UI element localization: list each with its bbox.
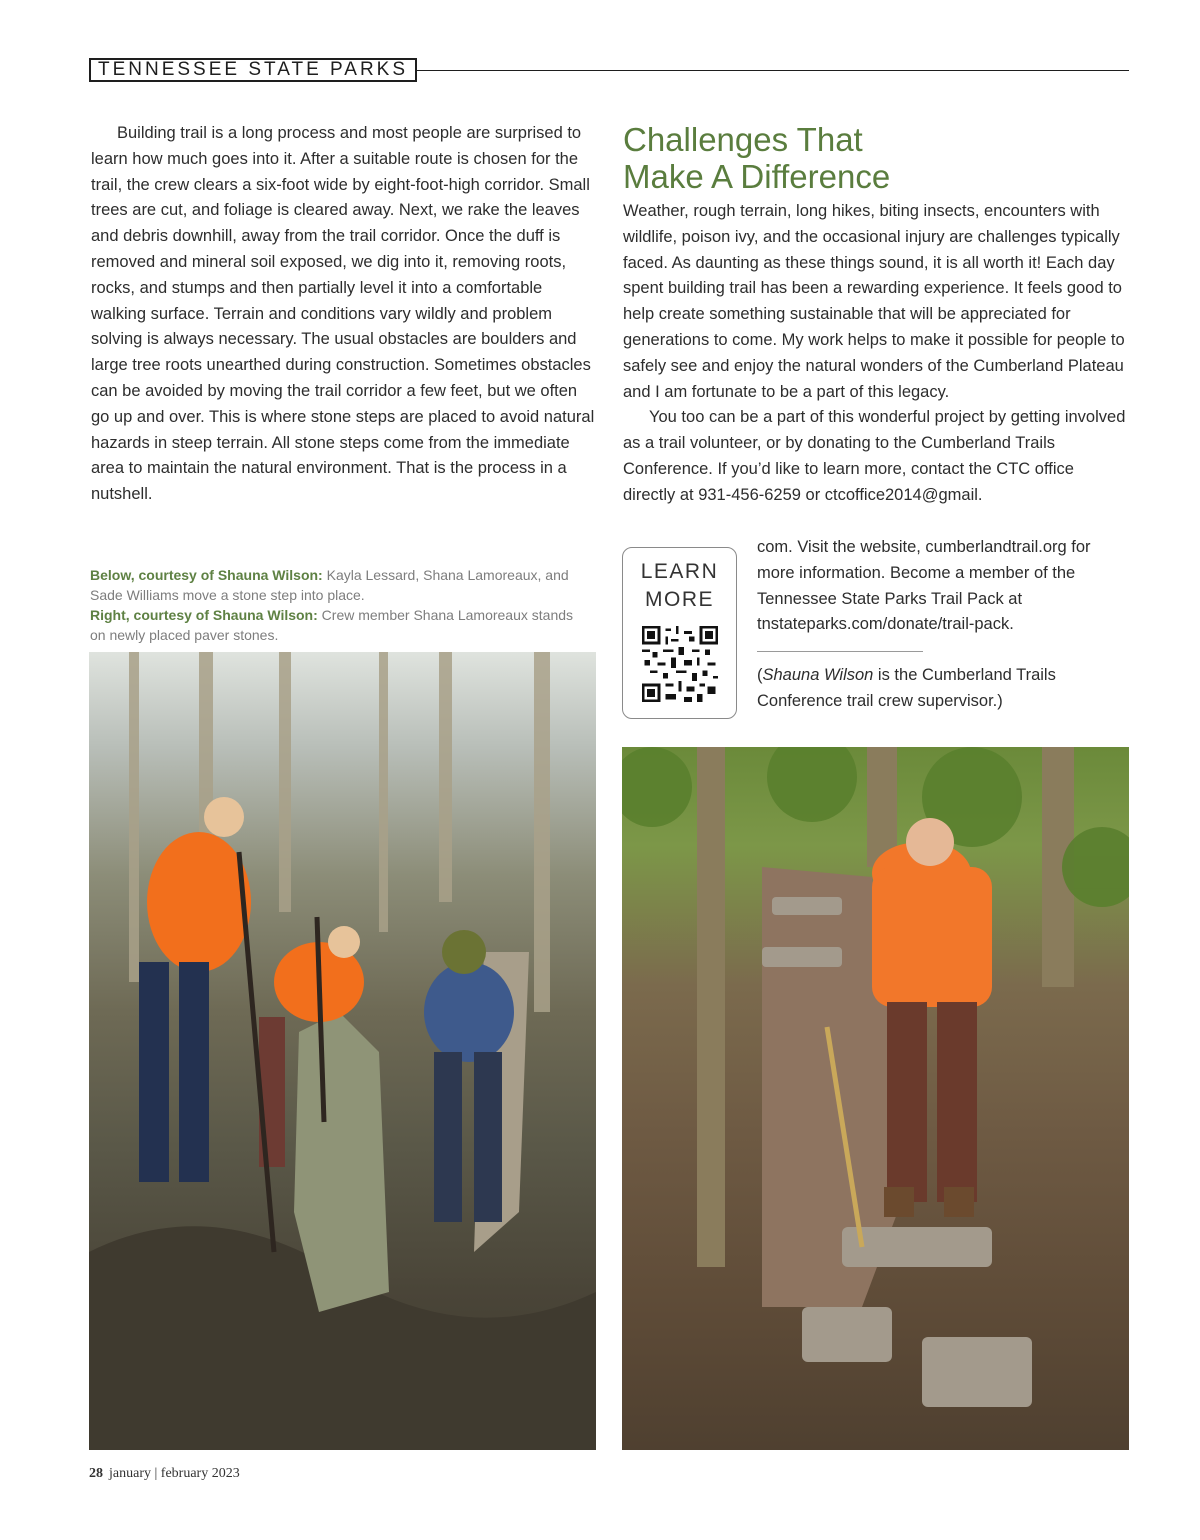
- learn-more-line-1: LEARN: [640, 560, 719, 583]
- issue-date: january | february 2023: [109, 1466, 240, 1481]
- author-bio: [757, 663, 1129, 715]
- learn-more-label: [623, 558, 736, 614]
- trail-crew-photo-right: [622, 747, 1129, 1450]
- trail-crew-photo-left: [89, 652, 596, 1450]
- section-label: TENNESSEE STATE PARKS: [89, 58, 417, 82]
- trail-crew-illustration: [89, 652, 596, 1450]
- section-heading: [623, 121, 1123, 195]
- page-footer: [89, 1466, 240, 1482]
- left-body-paragraph: Building trail is a long process and most people are surprised to learn how much goes into it. After a suitable route is chosen for the trail, the crew clears a six-foot wide by eight-foot-high corridor. Small trees are cut, and foliage is cleared away. Next, we rake the leaves and debris downhill, away from the trail corridor. Once the duff is removed and mineral soil exposed, we dig into it, removing roots, rocks, and stumps and then partially level it into a comfortable walking surface. Terrain and conditions vary wildly and problem solving is always necessary. The usual obstacles are boulders and large tree roots unearthed during construction. Sometimes obstacles can be avoided by moving the trail corridor a few feet, but we often go up and over. This is where stone steps are placed to avoid natural hazards in steep terrain. All stone steps come from the immediate area to maintain the natural environment. That is the process in a nutshell.: [91, 124, 595, 504]
- right-body-paragraph-2-start: You too can be a part of this wonderful project by getting involved as a trail volunteer, or by donating to the Cumberland Trails Conference. If you’d like to learn more, contact the CTC office directly at 931-456-6259 or ctcoffice2014@gmail.: [623, 408, 1126, 504]
- page-number: 28: [89, 1466, 103, 1481]
- left-column: [91, 121, 597, 508]
- learn-more-box[interactable]: [622, 547, 737, 719]
- right-column: [623, 199, 1129, 509]
- right-column-wrap: [757, 535, 1129, 638]
- section-header: [89, 58, 1129, 84]
- bio-open-paren: (: [757, 666, 763, 684]
- caption-below-text: Kayla Lessard, Shana Lamoreaux, and Sade Williams move a stone step into place.: [90, 567, 569, 603]
- author-name: Shauna Wilson: [762, 666, 874, 684]
- caption-below-credit: Below, courtesy of Shauna Wilson:: [90, 567, 323, 583]
- crew-member-illustration: [622, 747, 1129, 1450]
- caption-right: [90, 605, 590, 645]
- photo-captions: [90, 565, 590, 645]
- heading-line-1: Challenges That: [623, 121, 863, 158]
- right-body-paragraph-1: Weather, rough terrain, long hikes, biting insects, encounters with wildlife, poison ivy, and the occasional injury are challenges typically faced. As daunting as these things sound, it is all worth it! Each day spent building trail has been a rewarding experience. It feels good to help create something sustainable that will be appreciated for generations to come. My work helps to make it possible for people to safely see and enjoy the natural wonders of the Cumberland Plateau and I am fortunate to be a part of this legacy.: [623, 202, 1125, 401]
- qr-code-icon[interactable]: [641, 626, 719, 702]
- caption-right-credit: Right, courtesy of Shauna Wilson:: [90, 607, 318, 623]
- author-bio-text: [757, 663, 1129, 715]
- caption-right-text: Crew member Shana Lamoreaux stands on newly placed paver stones.: [90, 607, 574, 643]
- caption-below: [90, 565, 590, 605]
- right-body-paragraph-2-end: com. Visit the website, cumberlandtrail.org for more information. Become a member of the Tennessee State Parks Trail Pack at tnstateparks.com/donate/trail-pack.: [757, 538, 1091, 634]
- bio-divider: [757, 651, 923, 652]
- header-rule: [417, 70, 1129, 71]
- learn-more-line-2: MORE: [645, 588, 714, 611]
- bio-rest: is the Cumberland Trails Conference trail crew supervisor.): [757, 666, 1056, 710]
- heading-line-2: Make A Difference: [623, 158, 891, 195]
